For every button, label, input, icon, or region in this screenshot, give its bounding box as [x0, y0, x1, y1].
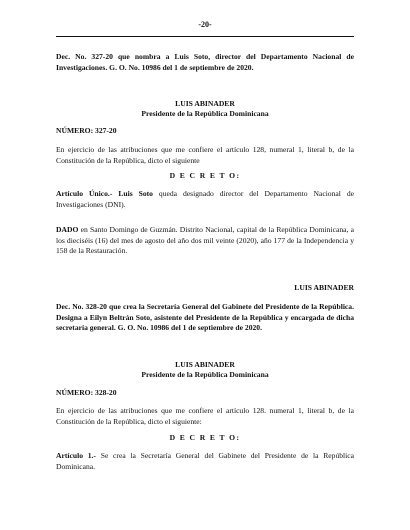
decree-327-heading: D E C R E T O: — [169, 171, 241, 180]
decree-327-signature: LUIS ABINADER — [294, 283, 354, 292]
decree-328-heading: D E C R E T O: — [169, 433, 241, 442]
decree-327-dado-text: en Santo Domingo de Guzmán. Distrito Nacional, capital de la República Dominicana, a los dieciséis (16) del mes de agosto del año dos mil veinte (2020), año 177 de la Independencia y 158 de la Restauración. — [56, 225, 354, 255]
decree-327-president-title: Presidente de la República Dominicana — [141, 109, 269, 118]
decree-328-number: NÚMERO: 328-20 — [56, 388, 117, 397]
decree-327-dado — [56, 225, 354, 257]
decree-328-president-name: LUIS ABINADER — [175, 360, 235, 369]
decree-328-article-text: Se crea la Secretaría General del Gabinete del Presidente de la República Dominicana. — [56, 451, 354, 471]
decree-327-president-name: LUIS ABINADER — [175, 99, 235, 108]
decree-328-article-label: Artículo 1.- — [56, 451, 96, 460]
decree-328-president-title: Presidente de la República Dominicana — [141, 370, 269, 379]
header-rule — [56, 36, 354, 37]
page-number: -20- — [198, 20, 212, 29]
decree-327-article-name: Luis Soto — [118, 189, 153, 198]
decree-328-summary: Dec. No. 328-20 que crea la Secretaría General del Gabinete del Presidente de la República. Designa a Eilyn Beltrán Soto, asistente del Presidente de la República y encargada de dicha secretaría general. G. O. No. 10986 del 1 de septiembre de 2020. — [56, 302, 354, 332]
decree-327-article — [56, 189, 354, 210]
decree-327-dado-label: DADO — [56, 225, 79, 234]
decree-328-preamble: En ejercicio de las atribuciones que me confiere el artículo 128. numeral 1, literal b, de la Constitución de la República, dicto el siguiente: — [56, 406, 354, 426]
decree-327-summary: Dec. No. 327-20 que nombra a Luis Soto, director del Departamento Nacional de Investigaciones. G. O. No. 10986 del 1 de septiembre de 2020. — [56, 52, 354, 72]
decree-327-article-text: queda designado director del Departamento Nacional de Investigaciones (DNI). — [56, 189, 354, 209]
decree-327-preamble: En ejercicio de las atribuciones que me confiere el artículo 128, numeral 1, literal b, de la Constitución de la República, dicto el siguiente — [56, 145, 354, 165]
decree-327-article-label: Artículo Único.- — [56, 189, 113, 198]
decree-328-article — [56, 451, 354, 472]
decree-327-number: NÚMERO: 327-20 — [56, 126, 117, 135]
